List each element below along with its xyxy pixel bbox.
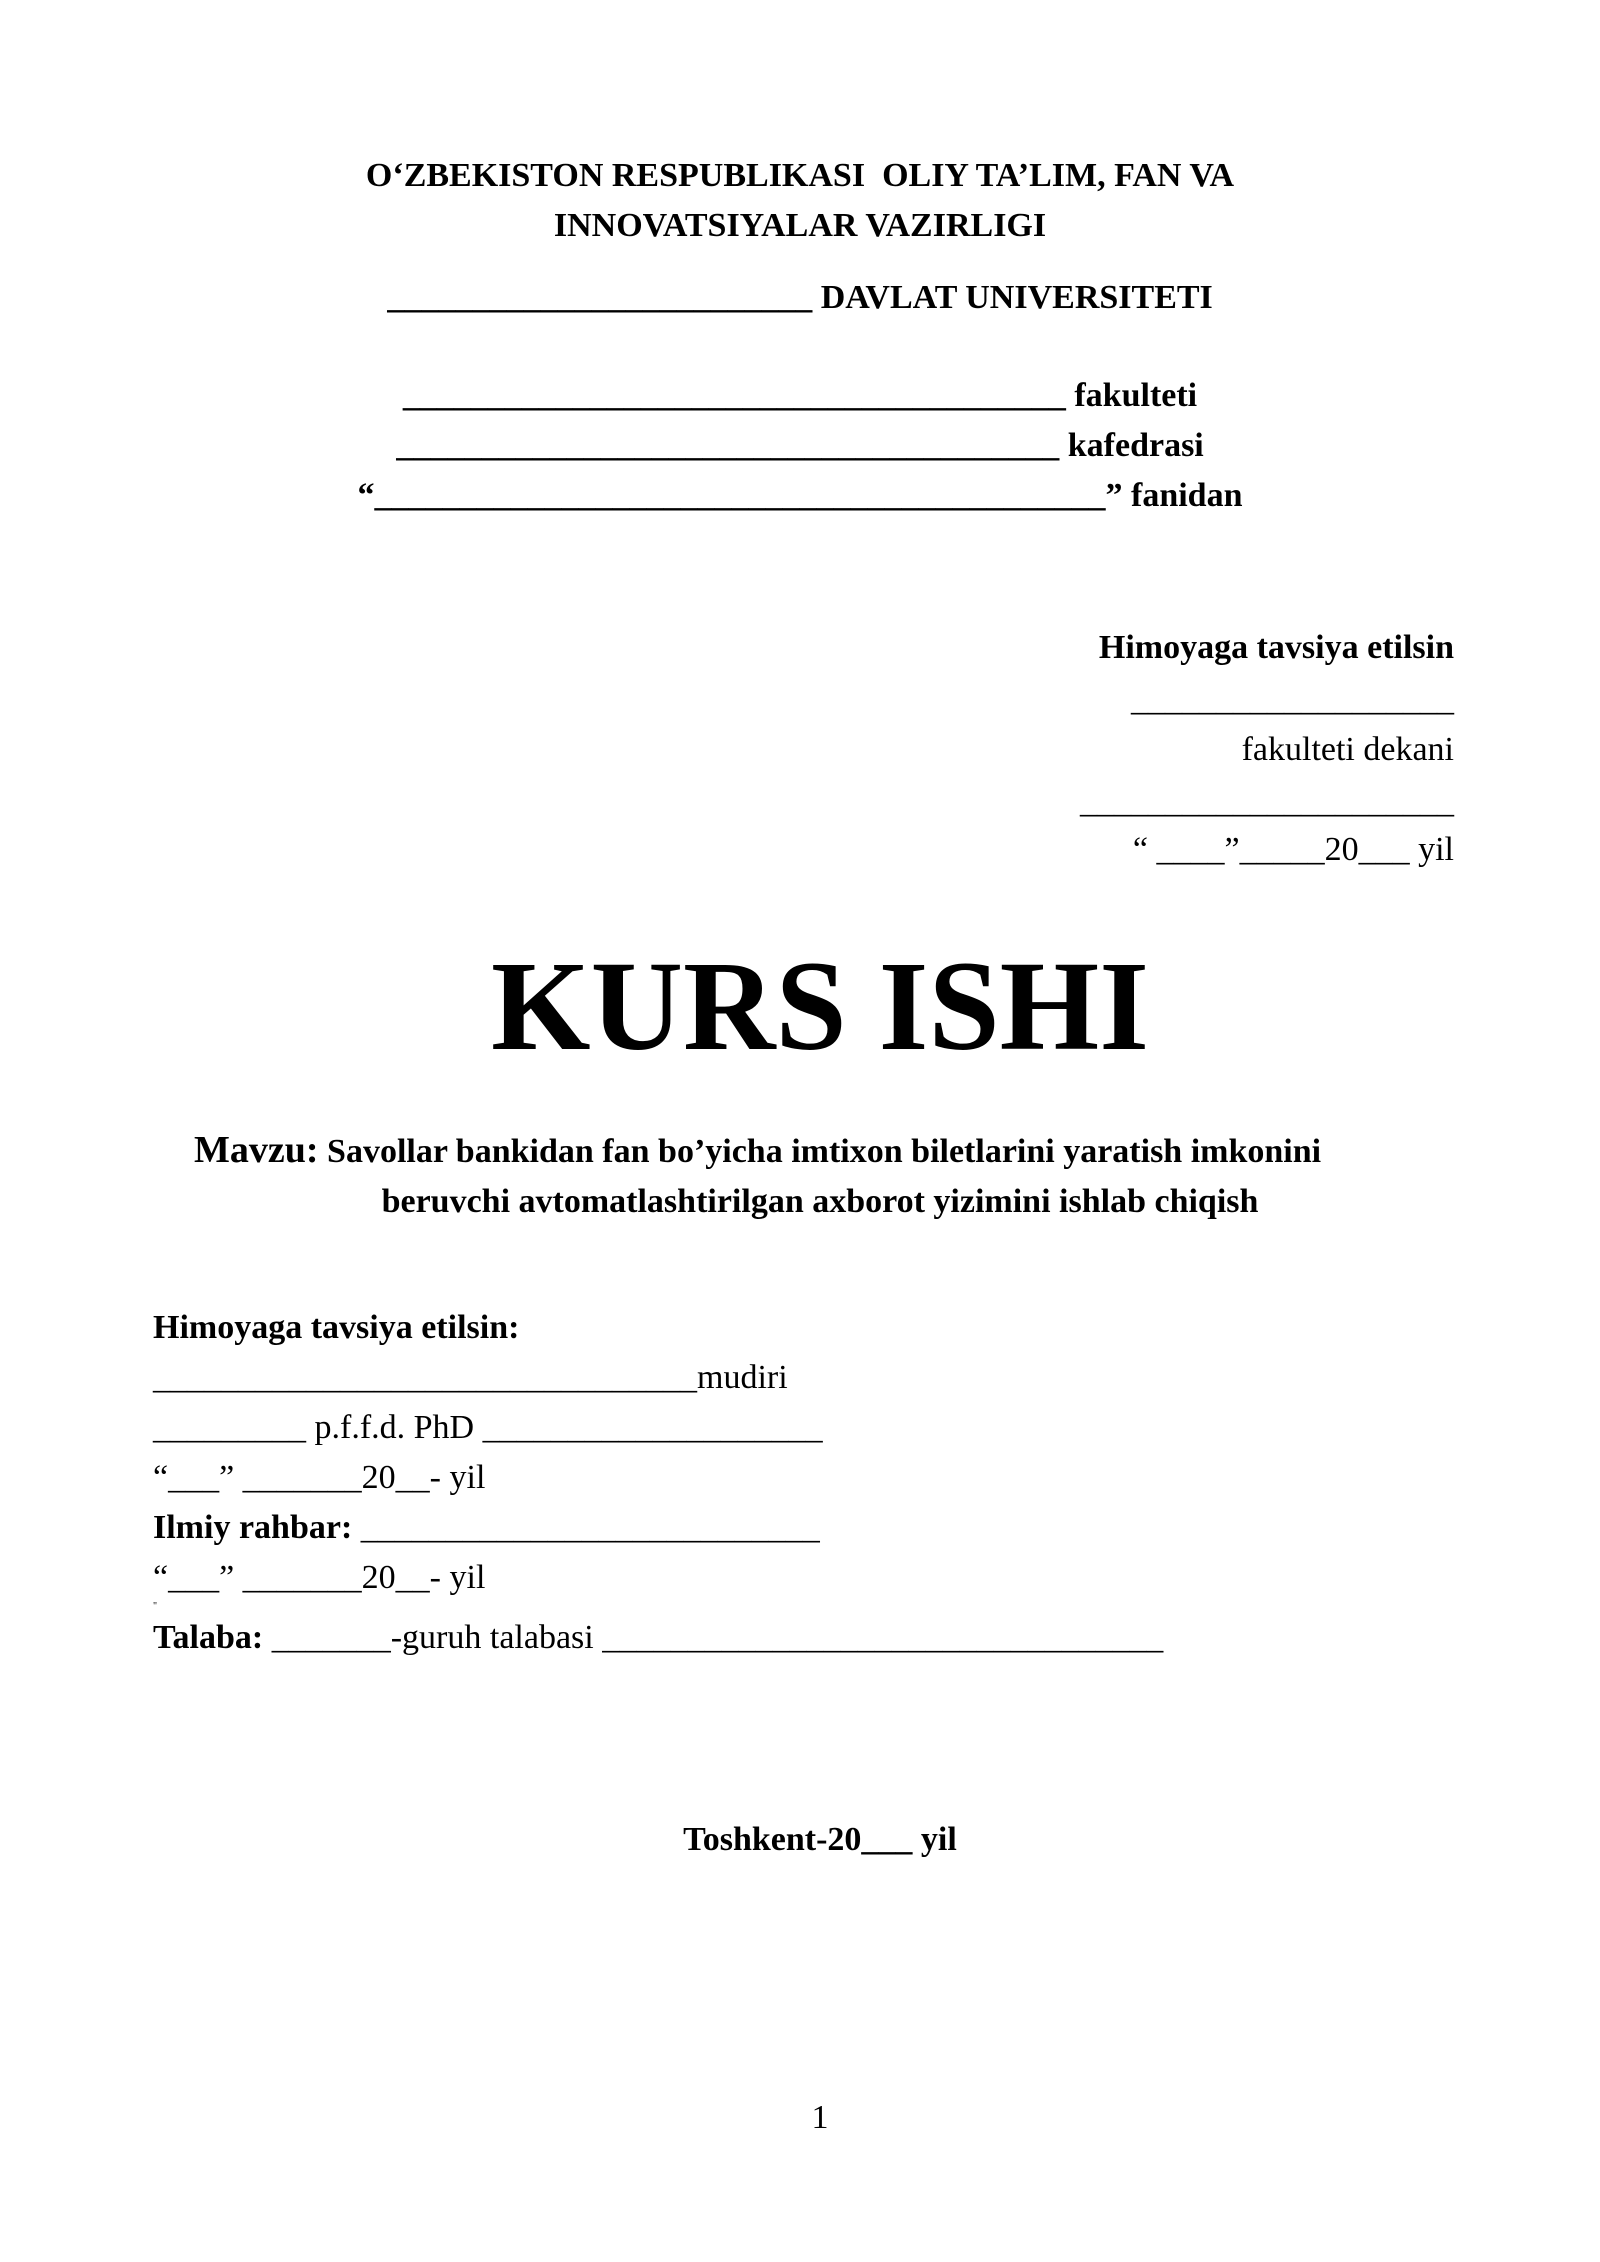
- dean-blank-line: ___________________: [1131, 681, 1454, 718]
- topic-line-1: [194, 1130, 1321, 1172]
- dean-approval-heading: Himoyaga tavsiya etilsin: [1098, 629, 1454, 666]
- department-line: _______________________________________ kafedrasi: [396, 427, 1204, 464]
- supervisor-date: “___” _______20__- yil: [153, 1559, 486, 1596]
- student-line: [153, 1618, 1163, 1658]
- small-mark: ": [153, 1601, 158, 1612]
- chair-approval-date: “___” _______20__- yil: [153, 1459, 486, 1496]
- topic-line-2: beruvchi avtomatlashtirilgan axborot yizimini ishlab chiqish: [381, 1183, 1259, 1220]
- department-head-line: ________________________________mudiri: [153, 1359, 788, 1396]
- topic-text-1: Savollar bankidan fan bo’yicha imtixon biletlarini yaratish imkonini: [327, 1133, 1322, 1170]
- student-label: Talaba:: [153, 1619, 264, 1656]
- student-blank: _______-guruh talabasi _________________________________: [263, 1619, 1164, 1656]
- supervisor-line: [153, 1508, 820, 1548]
- city-year: Toshkent-20___ yil: [683, 1821, 957, 1858]
- supervisor-label: Ilmiy rahbar:: [153, 1509, 353, 1546]
- document-title: KURS ISHI: [491, 935, 1149, 1077]
- university-line: _________________________ DAVLAT UNIVERSITETI: [387, 279, 1213, 316]
- dean-role: fakulteti dekani: [1241, 731, 1454, 768]
- dean-signature-line: ______________________: [1080, 783, 1454, 820]
- supervisor-blank: ___________________________: [352, 1509, 820, 1546]
- faculty-line: _______________________________________ fakulteti: [402, 377, 1198, 414]
- subject-line: “___________________________________________” fanidan: [357, 477, 1243, 514]
- dean-approval-date: “ ____”_____20___ yil: [1132, 831, 1454, 868]
- degree-line: _________ p.f.f.d. PhD ____________________: [153, 1409, 823, 1446]
- ministry-line-2: INNOVATSIYALAR VAZIRLIGI: [553, 207, 1047, 244]
- page-number: 1: [811, 2099, 829, 2136]
- chair-approval-heading: Himoyaga tavsiya etilsin:: [153, 1309, 520, 1346]
- topic-label: Mavzu:: [194, 1129, 319, 1171]
- ministry-line-1: O‘ZBEKISTON RESPUBLIKASI OLIY TA’LIM, FAN VA: [365, 157, 1235, 194]
